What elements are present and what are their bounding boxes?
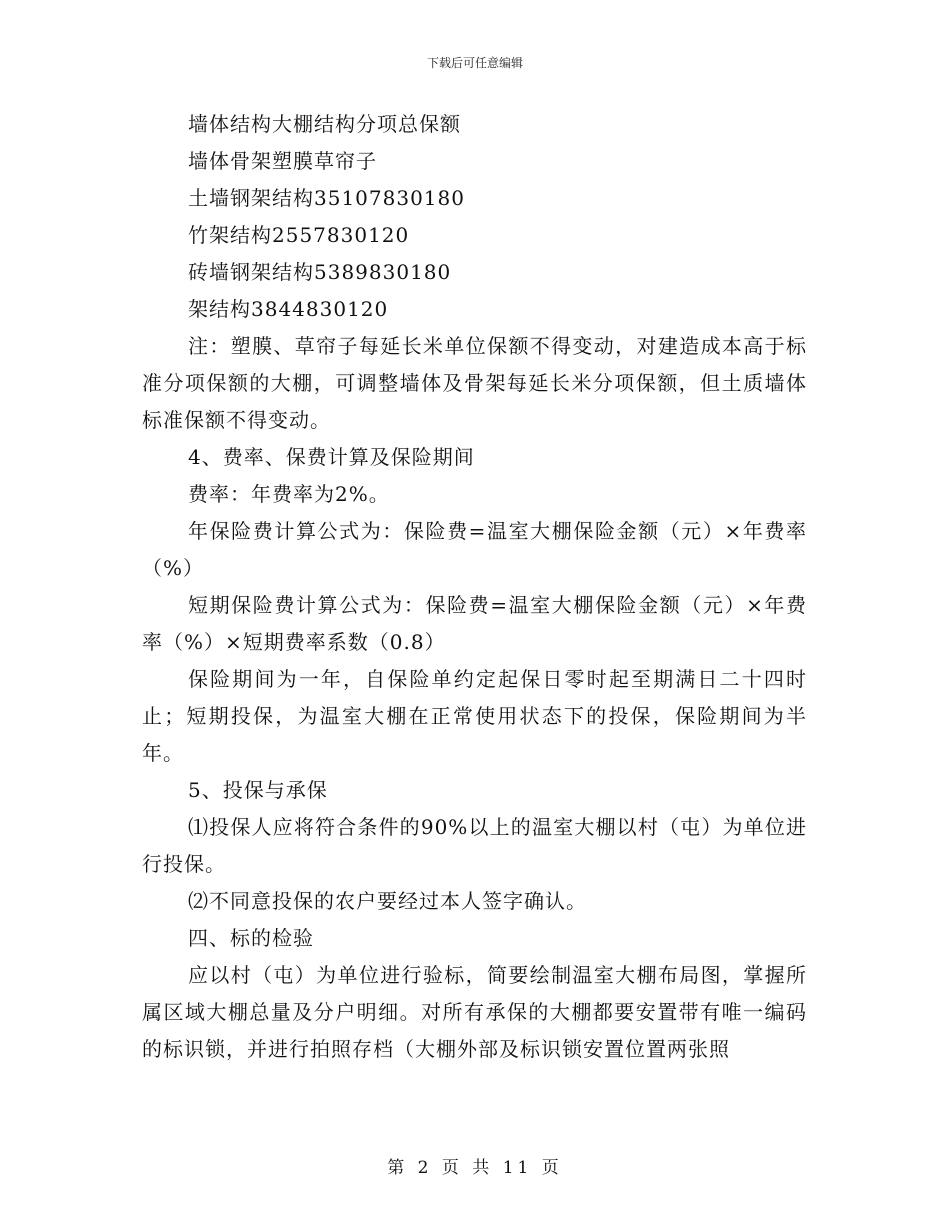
section-heading-underwriting: 5、投保与承保 bbox=[188, 778, 328, 802]
paragraph-underwriting-item-2: ⑵不同意投保的农户要经过本人签字确认。 bbox=[188, 889, 587, 913]
section-heading-inspection: 四、标的检验 bbox=[188, 926, 314, 950]
paragraph-bamboo-frame: 竹架结构2557830120 bbox=[188, 223, 410, 247]
page-header-note: 下载后可任意编辑 bbox=[426, 56, 523, 70]
paragraph-structure-heading: 墙体结构大棚结构分项总保额 bbox=[188, 112, 461, 136]
paragraph-frame-structure: 架结构3844830120 bbox=[188, 297, 389, 321]
paragraph-rate: 费率：年费率为2%。 bbox=[188, 482, 390, 506]
page-number: 第 2 页 共 11 页 bbox=[387, 1158, 563, 1178]
paragraph-note: 注：塑膜、草帘子每延长米单位保额不得变动，对建造成本高于标准分项保额的大棚，可调整墙体及骨架每延长米分项保额，但土质墙体标准保额不得变动。 bbox=[142, 334, 807, 432]
section-heading-rates: 4、费率、保费计算及保险期间 bbox=[188, 445, 475, 469]
paragraph-annual-formula: 年保险费计算公式为：保险费=温室大棚保险金额（元）×年费率（%） bbox=[142, 519, 807, 580]
paragraph-inspection: 应以村（屯）为单位进行验标，简要绘制温室大棚布局图，掌握所属区域大棚总量及分户明细。对所有承保的大棚都要安置带有唯一编码的标识锁，并进行拍照存档（大棚外部及标识锁安置位置两张照 bbox=[142, 963, 807, 1061]
document-body bbox=[142, 106, 807, 1068]
paragraph-short-term-formula: 短期保险费计算公式为：保险费=温室大棚保险金额（元）×年费率（%）×短期费率系数（0.8） bbox=[142, 593, 807, 654]
paragraph-underwriting-item-1: ⑴投保人应将符合条件的90%以上的温室大棚以村（屯）为单位进行投保。 bbox=[142, 815, 807, 876]
paragraph-brick-wall-steel: 砖墙钢架结构5389830180 bbox=[188, 260, 452, 284]
paragraph-insurance-period: 保险期间为一年，自保险单约定起保日零时起至期满日二十四时止；短期投保，为温室大棚在正常使用状态下的投保，保险期间为半年。 bbox=[142, 667, 807, 765]
paragraph-earth-wall-steel: 土墙钢架结构35107830180 bbox=[188, 186, 465, 210]
paragraph-structure-parts: 墙体骨架塑膜草帘子 bbox=[188, 149, 377, 173]
